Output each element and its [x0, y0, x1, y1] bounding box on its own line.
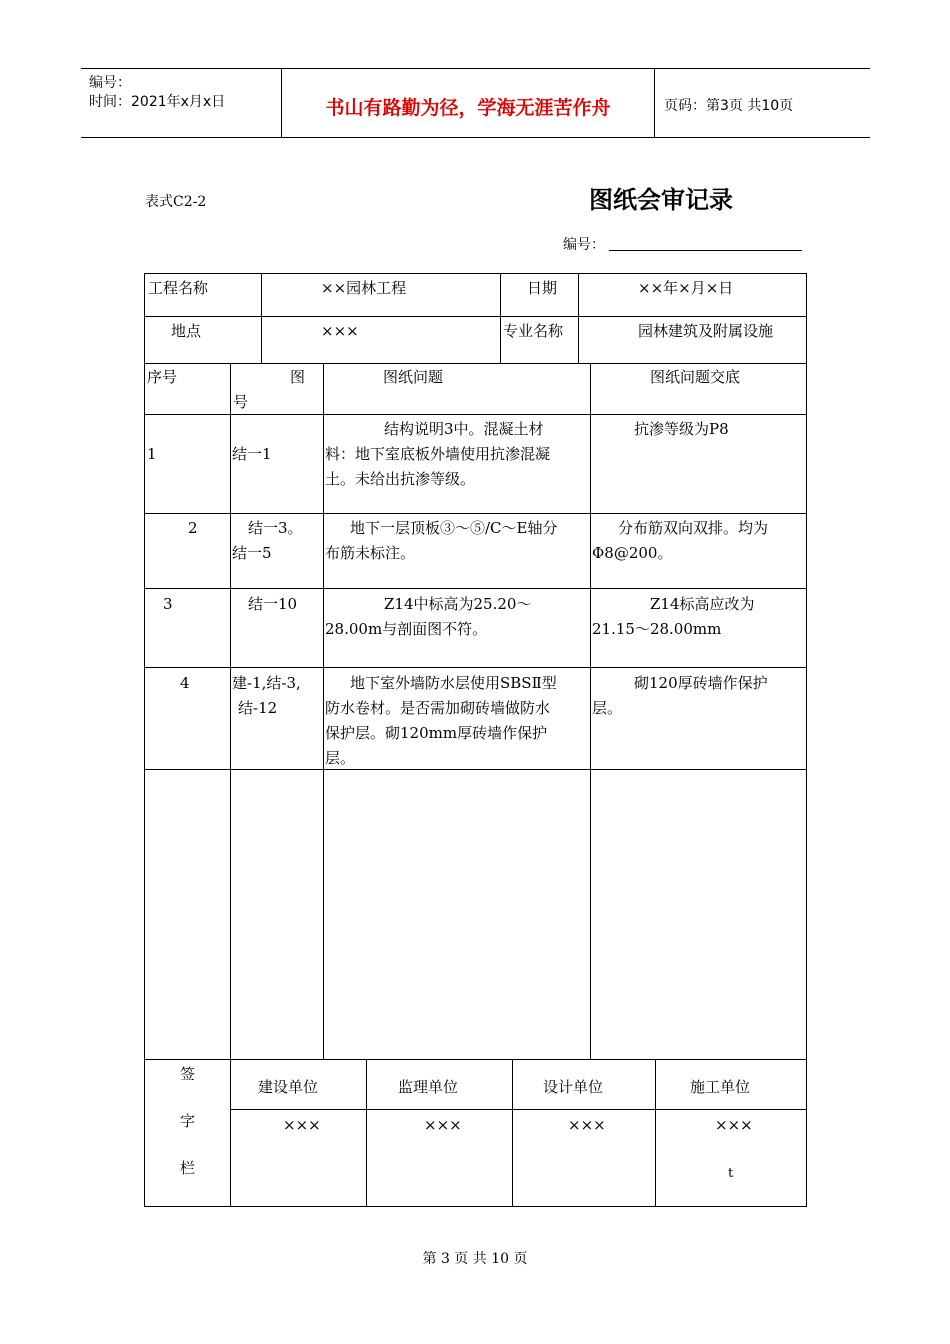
row4-answer-line: 砌120厚砖墙作保护	[634, 674, 768, 692]
header-page-info: 页码：第3页 共10页	[664, 98, 794, 114]
row1-answer-line: 抗渗等级为P8	[634, 420, 729, 438]
row4-answer-line: 层。	[592, 699, 623, 717]
sign-unit-contractor: 施工单位	[690, 1078, 751, 1096]
sign-value-contractor: ×××	[715, 1116, 753, 1134]
page-header	[81, 68, 870, 138]
row3-seq: 3	[163, 595, 173, 613]
row1-seq: 1	[147, 445, 157, 463]
signature-label-char: 栏	[180, 1159, 196, 1177]
specialty-value: 园林建筑及附属设施	[638, 322, 774, 340]
row1-issue-line: 料：地下室底板外墙使用抗渗混凝	[325, 445, 551, 463]
row4-drawing-line: 结-12	[238, 699, 278, 717]
col-divider	[578, 274, 579, 363]
sign-unit-supervision: 监理单位	[398, 1078, 459, 1096]
col-divider	[261, 274, 262, 363]
serial-label: 编号：	[563, 237, 605, 253]
sign-unit-design: 设计单位	[543, 1078, 604, 1096]
col-header-issue: 图纸问题	[383, 368, 444, 386]
serial-blank-line	[609, 236, 802, 251]
header-motto: 书山有路勤为径，学海无涯苦作舟	[325, 97, 611, 119]
row1-issue-line: 土。未给出抗渗等级。	[325, 470, 476, 488]
row-divider	[145, 363, 806, 364]
row4-issue-line: 防水卷材。是否需加砌砖墙做防水	[325, 699, 551, 717]
sign-value-design: ×××	[568, 1116, 606, 1134]
row4-issue-line: 保护层。砌120mm厚砖墙作保护	[325, 724, 548, 742]
col-header-drawing-no: 图	[290, 368, 306, 386]
row1-drawing: 结一1	[232, 445, 272, 463]
row4-seq: 4	[180, 674, 190, 692]
row-divider	[145, 667, 806, 668]
col-divider	[230, 363, 231, 1207]
row4-drawing-line: 建-1,结-3,	[232, 674, 301, 692]
serial-number-field	[563, 234, 802, 254]
col-header-drawing-no-2: 号	[233, 393, 249, 411]
row1-issue-line: 结构说明3中。混凝土材	[384, 420, 544, 438]
row2-answer-line: Φ8@200。	[592, 544, 673, 562]
row4-issue-line: 地下室外墙防水层使用SBSⅡ型	[350, 674, 557, 692]
row2-issue-line: 地下一层顶板③～⑤/C～E轴分	[350, 519, 558, 537]
row2-drawing-line: 结一3。	[248, 519, 303, 537]
signature-label-char: 字	[180, 1112, 196, 1130]
col-divider	[500, 274, 501, 363]
row2-issue-line: 布筋未标注。	[325, 544, 416, 562]
row-divider	[230, 1109, 806, 1110]
page-footer: 第 3 页 共 10 页	[422, 1251, 528, 1267]
row2-answer-line: 分布筋双向双排。均为	[618, 519, 769, 537]
header-motto-cell	[281, 69, 655, 137]
header-time: 时间：2021年x月x日	[89, 94, 226, 110]
row-divider	[145, 513, 806, 514]
form-code: 表式C2-2	[145, 194, 207, 210]
row4-issue-line: 层。	[325, 749, 356, 767]
row3-issue-line: 28.00m与剖面图不符。	[325, 620, 488, 638]
header-number-label: 编号：	[89, 75, 131, 91]
row-divider	[145, 588, 806, 589]
sign-unit-construction: 建设单位	[258, 1078, 319, 1096]
col-divider	[655, 1059, 656, 1207]
row3-answer-line: Z14标高应改为	[650, 595, 755, 613]
location-label: 地点	[171, 322, 202, 340]
sign-extra-mark: t	[728, 1166, 734, 1181]
row-divider	[145, 769, 806, 770]
review-record-table	[144, 273, 807, 1207]
col-divider	[366, 1059, 367, 1207]
location-value: ×××	[321, 322, 359, 340]
sign-value-construction: ×××	[283, 1116, 321, 1134]
sign-value-supervision: ×××	[424, 1116, 462, 1134]
row3-answer-line: 21.15～28.00mm	[592, 620, 722, 638]
header-meta	[81, 69, 281, 137]
page-title: 图纸会审记录	[589, 186, 733, 214]
project-name-label: 工程名称	[148, 279, 209, 297]
row-divider	[145, 316, 806, 317]
col-divider	[590, 363, 591, 1059]
row-divider	[145, 1059, 806, 1060]
row2-seq: 2	[188, 519, 198, 537]
row3-issue-line: Z14中标高为25.20～	[384, 595, 532, 613]
col-header-answer: 图纸问题交底	[650, 368, 741, 386]
signature-label-char: 签	[180, 1065, 196, 1083]
col-divider	[323, 363, 324, 1059]
col-divider	[512, 1059, 513, 1207]
specialty-label: 专业名称	[503, 322, 564, 340]
date-value: ××年×月×日	[638, 279, 734, 297]
row2-drawing-line: 结一5	[232, 544, 272, 562]
date-label: 日期	[527, 279, 558, 297]
col-header-seq: 序号	[147, 368, 178, 386]
row3-drawing: 结一10	[248, 595, 298, 613]
project-name-value: ××园林工程	[321, 279, 407, 297]
header-page-cell	[654, 69, 870, 137]
